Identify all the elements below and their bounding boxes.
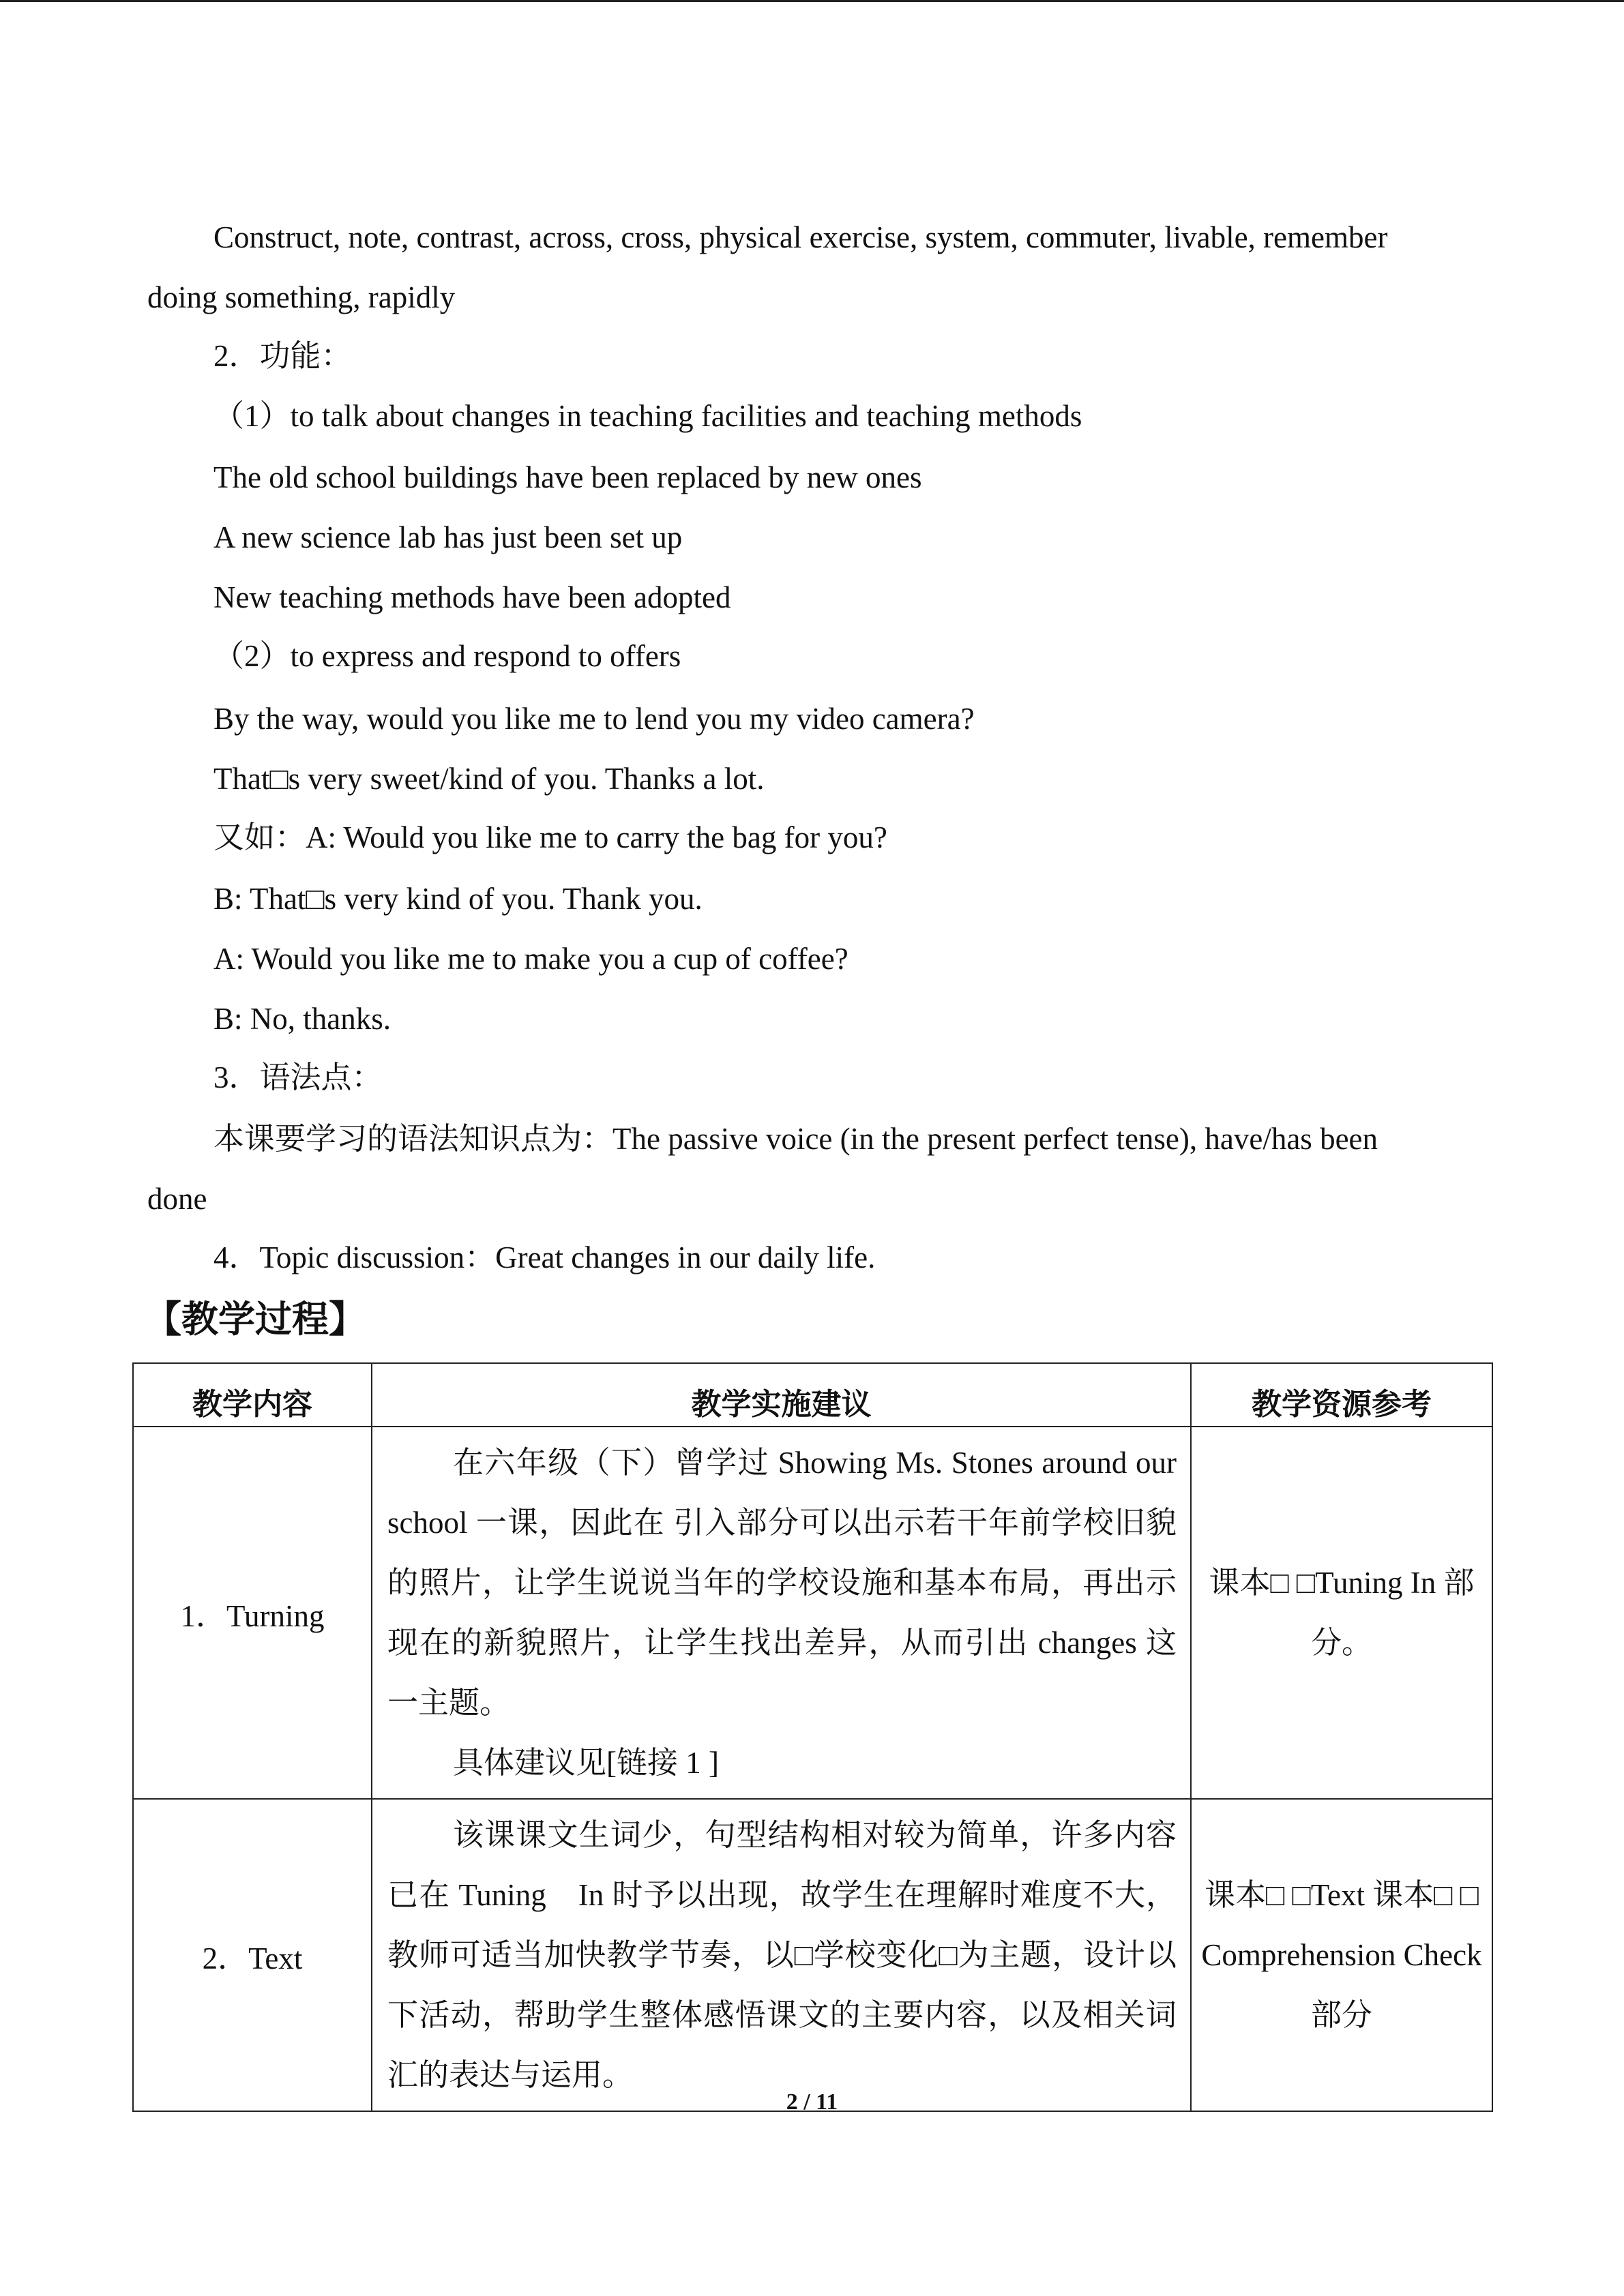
top-border-line — [0, 0, 1624, 2]
vocab-line-1: Construct, note, contrast, across, cross, physical exercise, system, commuter, livable, remember — [213, 220, 1388, 254]
table-row — [133, 1427, 1492, 1799]
grammar-line-2: done — [147, 1182, 207, 1216]
example-line: B: No, thanks. — [213, 1002, 392, 1036]
row-content: 2．Text — [133, 1799, 372, 2111]
suggestion-text: 该课课文生词少，句型结构相对较为简单，许多内容已在 Tuning In 时予以出现，故学生在理解时难度不大，教师可适当加快教学节奏，以□学校变化□为主题，设计以下活动，帮助学生整体感悟课文的主要内容，以及相关词汇的表达与运用。 — [387, 1818, 1177, 2092]
example-line: A new science lab has just been set up — [213, 520, 683, 554]
function-item-2: （2）to express and respond to offers — [213, 639, 681, 673]
header-content: 教学内容 — [133, 1363, 372, 1427]
example-line: A: Would you like me to make you a cup of coffee? — [213, 942, 848, 976]
vocab-line-2: doing something, rapidly — [147, 280, 456, 314]
suggestion-text: 在六年级（下）曾学过 Showing Ms. Stones around our school 一课，因此在 引入部分可以出示若干年前学校旧貌的照片，让学生说说当年的学校设施和基本布局，再出示现在的新貌照片，让学生找出差异，从而引出 changes 这一主题。 — [387, 1446, 1177, 1720]
row-resource: 课本□ □Tuning In 部分。 — [1191, 1427, 1492, 1799]
suggestion-link[interactable]: 具体建议见[链接 1 ] — [453, 1746, 719, 1780]
teaching-process-table — [132, 1362, 1493, 2112]
example-line: 又如：A: Would you like me to carry the bag for you? — [213, 820, 887, 854]
header-suggestion: 教学实施建议 — [372, 1363, 1191, 1427]
example-line: New teaching methods have been adopted — [213, 580, 731, 614]
function-item-1: （1）to talk about changes in teaching facilities and teaching methods — [213, 399, 1082, 433]
grammar-heading: 3．语法点： — [213, 1060, 383, 1094]
row-resource: 课本□ □Text 课本□ □ Comprehension Check 部分 — [1191, 1799, 1492, 2111]
example-line: That□s very sweet/kind of you. Thanks a lot. — [213, 762, 765, 796]
example-line: By the way, would you like me to lend you my video camera? — [213, 702, 975, 736]
table-row — [133, 1799, 1492, 2111]
grammar-line-1: 本课要学习的语法知识点为：The passive voice (in the present perfect tense), have/has been — [213, 1122, 1378, 1156]
topic-line: 4．Topic discussion：Great changes in our daily life. — [213, 1240, 876, 1274]
example-line: The old school buildings have been replaced by new ones — [213, 460, 922, 494]
row-suggestion — [372, 1427, 1191, 1799]
table-header-row — [133, 1363, 1492, 1427]
header-resource: 教学资源参考 — [1191, 1363, 1492, 1427]
example-line: B: That□s very kind of you. Thank you. — [213, 882, 703, 916]
section-heading: 【教学过程】 — [145, 1298, 366, 1341]
page-number: 2 / 11 — [786, 2089, 838, 2115]
row-content: 1．Turning — [133, 1427, 372, 1799]
row-suggestion — [372, 1799, 1191, 2111]
function-heading: 2．功能： — [213, 339, 352, 373]
